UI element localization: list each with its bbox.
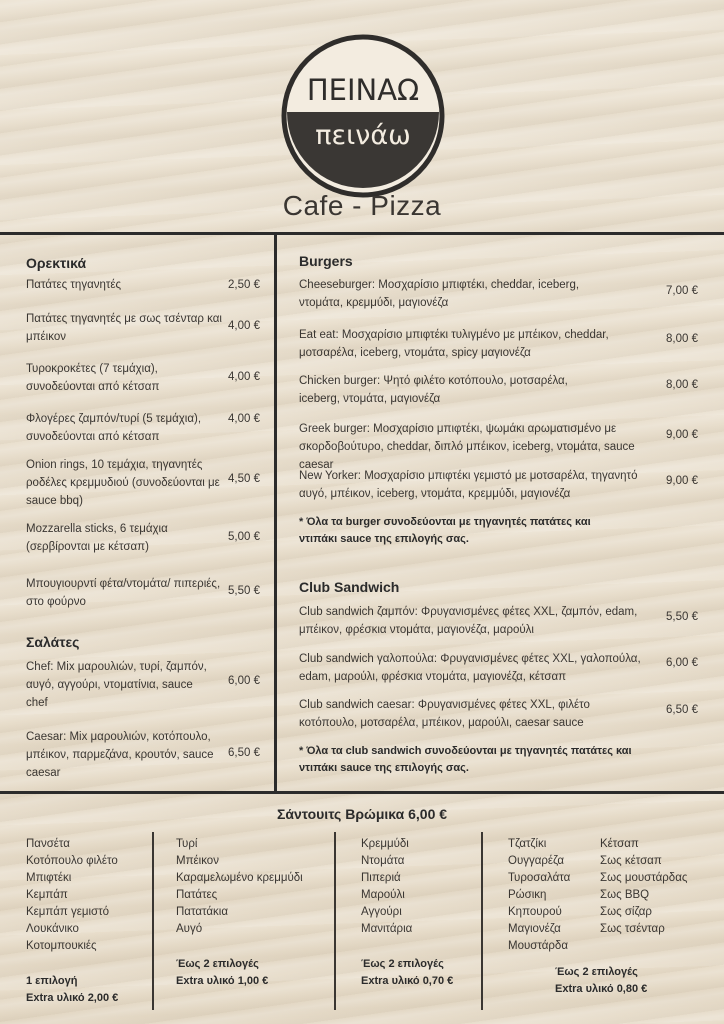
divider-bottom (0, 791, 724, 794)
burger-price: 7,00 € (666, 285, 698, 297)
col2-foot-extra: Extra υλικό 1,00 € (176, 975, 269, 987)
col3-foot-choice: Έως 2 επιλογές (361, 958, 444, 970)
list-item: Ρώσικη (508, 889, 547, 901)
list-item: Κοτομπουκιές (26, 940, 97, 952)
sandwich-column-meats (26, 836, 118, 955)
subtitle: Cafe - Pizza (282, 190, 442, 221)
col4-foot-choice: Έως 2 επιλογές (555, 966, 638, 978)
list-item: Μανιτάρια (361, 923, 413, 935)
list-item: Αυγό (176, 923, 203, 935)
list-item: Σως σίζαρ (600, 906, 652, 918)
appetizer-item: Πατάτες τηγανητές με σως τσένταρ και μπέικον (26, 313, 222, 343)
list-item: Κεμπάπ (26, 889, 68, 901)
list-item: Πατατάκια (176, 906, 228, 918)
divider-top (0, 232, 724, 235)
list-item: Μπέικον (176, 855, 219, 867)
logo-top-text: ΠΕΙΝΑΩ (306, 73, 420, 107)
sandwich-column-sauces-2 (600, 836, 687, 938)
col1-foot-extra: Extra υλικό 2,00 € (26, 992, 119, 1004)
list-item: Μαρούλι (361, 889, 405, 901)
logo-bottom-text: πεινάω (315, 120, 411, 151)
club-title: Club Sandwich (299, 579, 400, 595)
col4-foot-extra: Extra υλικό 0,80 € (555, 983, 648, 995)
list-item: Αγγούρι (361, 906, 402, 918)
burger-price: 8,00 € (666, 379, 698, 391)
sandwich-column-extras (176, 836, 303, 938)
club-item: Club sandwich γαλοπούλα: Φρυγανισμένες φέτες XXL, γαλοπούλα, edam, μαρούλι, φρέσκια ντομάτα, μαγιονέζα, κέτσαπ (299, 653, 641, 683)
column-divider (152, 832, 154, 1010)
salads-title: Σαλάτες (26, 634, 80, 650)
list-item: Τζατζίκι (508, 838, 547, 850)
club-item: Club sandwich ζαμπόν: Φρυγανισμένες φέτες XXL, ζαμπόν, edam, μπέικον, φρέσκια ντομάτα, μαγιονέζα, μαρούλι (299, 606, 638, 636)
burger-item: Greek burger: Μοσχαρίσιο μπιφτέκι, ψωμάκι αρωματισμένο με σκορδοβούτυρο, cheddar, διπλό μπέικον, iceberg, ντομάτα, sauce caesar (299, 423, 635, 471)
list-item: Μουστάρδα (508, 940, 568, 952)
list-item: Σως BBQ (600, 889, 650, 901)
burger-price: 8,00 € (666, 333, 698, 345)
appetizer-price: 4,00 € (228, 413, 260, 425)
list-item: Τυρί (176, 838, 198, 850)
appetizer-item: Μπουγιουρντί φέτα/ντομάτα/ πιπεριές, στο φούρνο (26, 578, 221, 608)
appetizer-item: Πατάτες τηγανητές (26, 279, 122, 291)
burger-item: Eat eat: Μοσχαρίσιο μπιφτέκι τυλιγμένο με μπέικον, cheddar, μοτσαρέλα, iceberg, ντομάτα, spicy μαγιονέζα (299, 329, 609, 359)
list-item: Σως τσένταρ (600, 923, 665, 935)
club-item: Club sandwich caesar: Φρυγανισμένες φέτες XXL, φιλέτο κοτόπουλο, μοτσαρέλα, μπέικον, μαρούλι, caesar sauce (299, 699, 590, 729)
list-item: Λουκάνικο (26, 923, 79, 935)
logo (281, 34, 445, 198)
list-item: Κεμπάπ γεμιστό (26, 906, 110, 918)
list-item: Καραμελωμένο κρεμμύδι (176, 872, 303, 884)
club-price: 5,50 € (666, 611, 698, 623)
appetizer-price: 4,50 € (228, 473, 260, 485)
burger-price: 9,00 € (666, 475, 698, 487)
appetizer-price: 4,00 € (228, 371, 260, 383)
appetizer-price: 4,00 € (228, 320, 260, 332)
burgers-note: * Όλα τα burger συνοδεύονται με τηγανητές πατάτες και ντιπάκι sauce της επιλογής σας. (299, 516, 591, 545)
sandwich-column-sauces (508, 836, 570, 955)
appetizer-price: 5,00 € (228, 531, 260, 543)
appetizers-title: Ορεκτικά (26, 255, 87, 271)
burger-item: Chicken burger: Ψητό φιλέτο κοτόπουλο, μοτσαρέλα, iceberg, ντομάτα, μαγιονέζα (299, 375, 568, 405)
logo-emblem (281, 34, 445, 198)
burger-price: 9,00 € (666, 429, 698, 441)
list-item: Σως μουστάρδας (600, 872, 688, 884)
club-price: 6,50 € (666, 704, 698, 716)
salad-price: 6,00 € (228, 675, 260, 687)
burger-item: Cheeseburger: Μοσχαρίσιο μπιφτέκι, cheddar, iceberg, ντομάτα, κρεμμύδι, μαγιονέζα (299, 279, 580, 309)
appetizer-item: Mozzarella sticks, 6 τεμάχια (σερβίρονται με κέτσαπ) (26, 523, 168, 553)
list-item: Μαγιονέζα (508, 923, 561, 935)
appetizer-item: Onion rings, 10 τεμάχια, τηγανητές ροδέλες κρεμμυδιού (συνοδεύονται με sauce bbq) (26, 459, 220, 507)
list-item: Κρεμμύδι (361, 838, 409, 850)
burgers-title: Burgers (299, 253, 353, 269)
sandwich-column-vegetables (361, 836, 412, 938)
list-item: Πανσέτα (26, 838, 70, 850)
salad-price: 6,50 € (228, 747, 260, 759)
col3-foot-extra: Extra υλικό 0,70 € (361, 975, 454, 987)
list-item: Κηπουρού (508, 906, 562, 918)
list-item: Πατάτες (176, 889, 218, 901)
list-item: Ντομάτα (361, 855, 405, 867)
col1-foot-choice: 1 επιλογή (26, 975, 78, 987)
burger-item: New Yorker: Μοσχαρίσιο μπιφτέκι γεμιστό με μοτσαρέλα, τηγανητό αυγό, μπέικον, iceberg, ντομάτα, κρεμμύδι, μαγιονέζα (299, 470, 638, 500)
column-divider (334, 832, 336, 1010)
column-divider (481, 832, 483, 1010)
appetizer-price: 2,50 € (228, 279, 260, 291)
list-item: Μπιφτέκι (26, 872, 72, 884)
appetizer-price: 5,50 € (228, 585, 260, 597)
club-price: 6,00 € (666, 657, 698, 669)
list-item: Ουγγαρέζα (508, 855, 565, 867)
list-item: Πιπεριά (361, 872, 401, 884)
salad-item: Chef: Mix μαρουλιών, τυρί, ζαμπόν, αυγό, αγγούρι, ντοματίνια, sauce chef (26, 661, 207, 709)
list-item: Κοτόπουλο φιλέτο (26, 855, 118, 867)
divider-middle (274, 232, 277, 792)
salad-item: Caesar: Mix μαρουλιών, κοτόπουλο, μπέικον, παρμεζάνα, κρουτόν, sauce caesar (26, 731, 214, 779)
appetizer-item: Τυροκροκέτες (7 τεμάχια), συνοδεύονται από κέτσαπ (26, 363, 160, 393)
list-item: Κέτσαπ (600, 838, 639, 850)
list-item: Τυροσαλάτα (508, 872, 571, 884)
sandwich-title: Σάντουιτς Βρώμικα 6,00 € (276, 806, 448, 822)
appetizer-item: Φλογέρες ζαμπόν/τυρί (5 τεμάχια), συνοδεύονται από κέτσαπ (26, 413, 202, 443)
col2-foot-choice: Έως 2 επιλογές (176, 958, 259, 970)
list-item: Σως κέτσαπ (600, 855, 662, 867)
club-note: * Όλα τα club sandwich συνοδεύονται με τηγανητές πατάτες και ντιπάκι sauce της επιλογής σας. (299, 745, 632, 774)
